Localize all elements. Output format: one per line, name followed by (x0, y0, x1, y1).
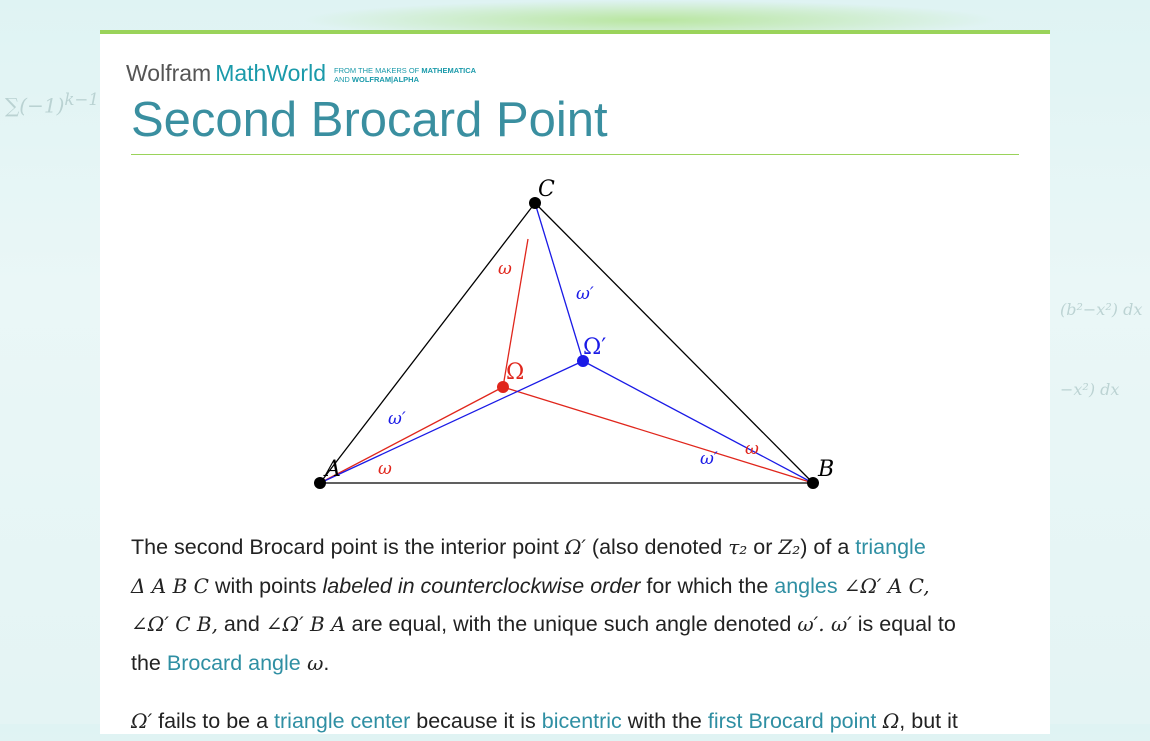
brocard-figure (100, 34, 1050, 514)
link-first-brocard-point[interactable]: first Brocard point (707, 709, 877, 733)
label-omega-prime: Ω′ (583, 335, 607, 360)
logo-tagline: FROM THE MAKERS OF MATHEMATICA AND WOLFRAM|ALPHA (333, 66, 477, 84)
angle-omega-prime-c: ω′ (576, 284, 594, 304)
background-formula: (b²−x²) dx (1060, 300, 1143, 319)
paragraph-definition: The second Brocard point is the interior point Ω′ (also denoted τ₂ or Z₂) of a triangle Δ A B C with points labeled in counterclockwise order for which the angles ∠Ω′ A C, ∠Ω′ C B, and ∠Ω′ B A are equal, with the unique such angle denoted ω′. ω′ is equal to the Brocard angle ω. (131, 535, 956, 675)
angle-omega-b: ω (745, 439, 759, 459)
article-card (100, 30, 1050, 734)
link-bicentric[interactable]: bicentric (541, 709, 622, 733)
link-angles[interactable]: angles (774, 573, 838, 598)
paragraph-bicentric: Ω′ fails to be a triangle center because it is bicentric with the first Brocard point Ω, but it (131, 709, 958, 733)
label-b: B (818, 457, 835, 482)
angle-omega-prime-a: ω′ (388, 409, 406, 429)
angle-omega-prime-b: ω′ (700, 449, 718, 469)
logo-mathworld: MathWorld (215, 60, 326, 86)
angle-omega-a: ω (378, 459, 392, 479)
link-triangle-center[interactable]: triangle center (274, 709, 411, 733)
triangle-abc (320, 203, 813, 483)
background-formula: $\sum(-1)^{k-1}$ (5, 90, 100, 118)
page-title: Second Brocard Point (131, 93, 608, 147)
second-brocard-cevians (320, 203, 813, 483)
label-c: C (538, 177, 555, 202)
link-triangle[interactable]: triangle (855, 535, 926, 559)
label-a: A (325, 457, 341, 482)
first-brocard-cevians (320, 239, 813, 483)
background-formula: −x²) dx (1060, 380, 1120, 399)
logo-wolfram: Wolfram (126, 60, 212, 86)
link-brocard-angle[interactable]: Brocard angle (166, 650, 301, 675)
label-omega: Ω (506, 360, 525, 385)
angle-omega-c: ω (498, 259, 512, 279)
